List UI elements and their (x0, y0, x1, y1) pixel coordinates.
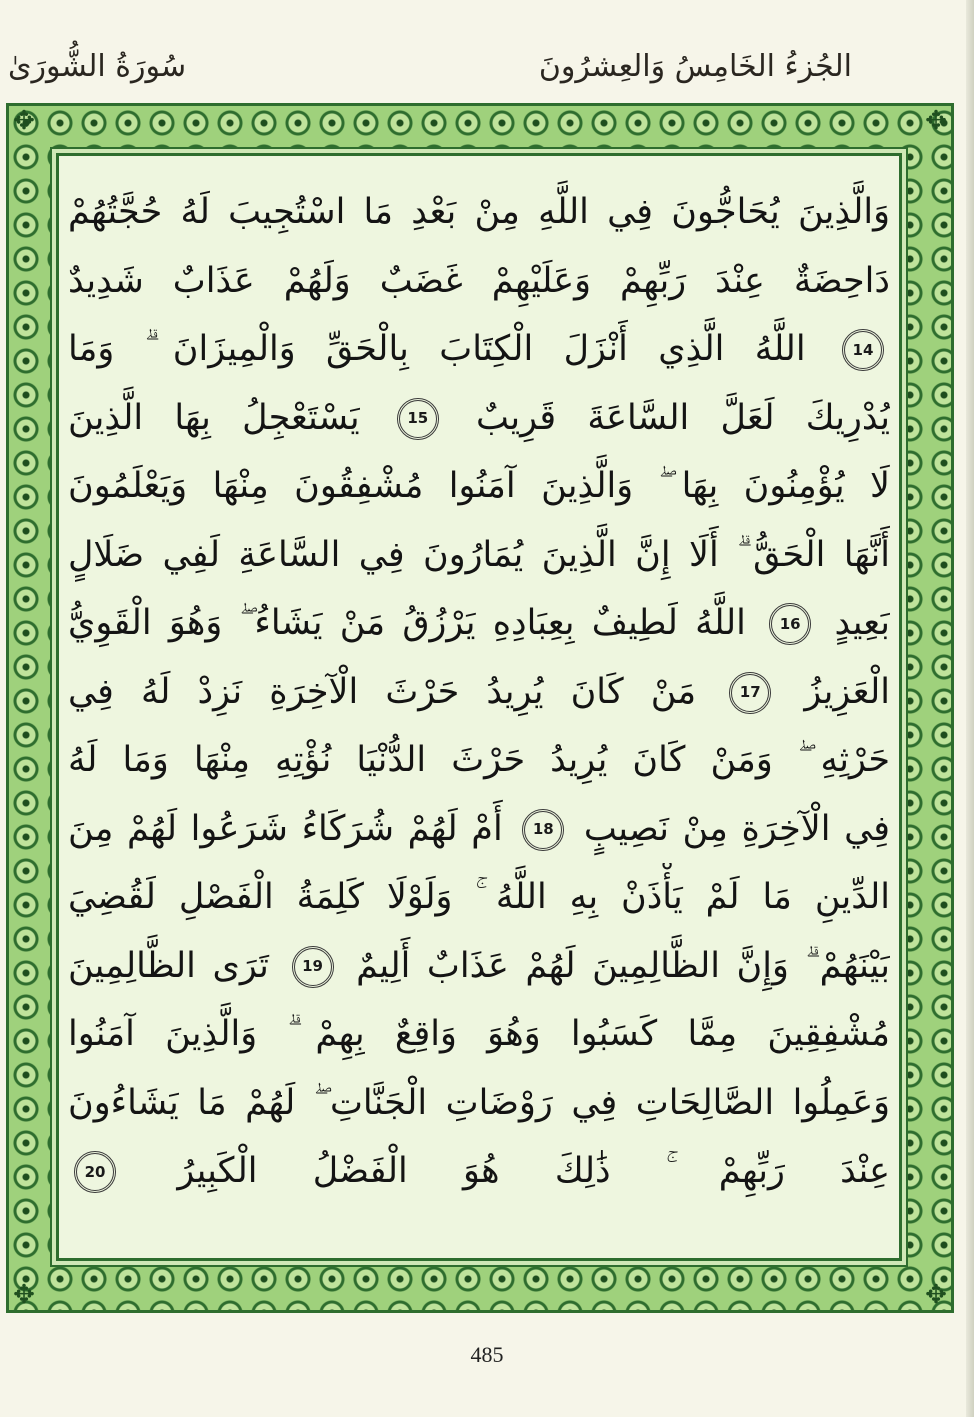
verse-line: لَا يُؤْمِنُونَ بِهَا ۖ وَالَّذِينَ آمَنُوا مُشْفِقُونَ مِنْهَا وَيَعْلَمُونَ (68, 466, 890, 506)
verse-line: مُشْفِقِينَ مِمَّا كَسَبُوا وَهُوَ وَاقِعٌ بِهِمْ ۗ وَالَّذِينَ آمَنُوا (68, 1014, 890, 1054)
verse-line: وَعَمِلُوا الصَّالِحَاتِ فِي رَوْضَاتِ الْجَنَّاتِ ۖ لَهُمْ مَا يَشَاءُونَ (68, 1082, 890, 1123)
corner-ornament-icon: ✥ (13, 106, 35, 136)
verse-line: فِي الْآخِرَةِ مِنْ نَصِيبٍ 18 أَمْ لَهُمْ شُرَكَاءُ شَرَعُوا لَهُمْ مِنَ (68, 808, 890, 849)
verse-line: 14 اللَّهُ الَّذِي أَنْزَلَ الْكِتَابَ بِالْحَقِّ وَالْمِيزَانَ ۗ وَمَا (68, 315, 890, 384)
verse-block (68, 178, 890, 1206)
verse-line: حَرْثِهِ ۖ وَمَنْ كَانَ يُرِيدُ حَرْثَ الدُّنْيَا نُؤْتِهِ مِنْهَا وَمَا لَهُ (68, 740, 890, 780)
page-edge (966, 0, 974, 1417)
ayah-number-marker: 15 (397, 398, 439, 440)
verse-line: الْعَزِيزُ 17 مَنْ كَانَ يُرِيدُ حَرْثَ الْآخِرَةِ نَزِدْ لَهُ فِي (68, 671, 890, 712)
ayah-number-marker: 19 (292, 946, 334, 988)
verse-line: وَالَّذِينَ يُحَاجُّونَ فِي اللَّهِ مِنْ بَعْدِ مَا اسْتُجِيبَ لَهُ حُجَّتُهُمْ (68, 192, 890, 232)
corner-ornament-icon: ✥ (925, 1280, 947, 1310)
verse-line: بَيْنَهُمْ ۗ وَإِنَّ الظَّالِمِينَ لَهُمْ عَذَابٌ أَلِيمٌ 19 تَرَى الظَّالِمِينَ (68, 945, 890, 986)
verse-line: يُدْرِيكَ لَعَلَّ السَّاعَةَ قَرِيبٌ 15 يَسْتَعْجِلُ بِهَا الَّذِينَ (68, 397, 890, 438)
ayah-number-marker: 14 (842, 329, 884, 371)
ayah-number-marker: 16 (769, 603, 811, 645)
juz-name-header: الجُزءُ الخَامِسُ وَالعِشرُونَ (538, 49, 852, 84)
corner-ornament-icon: ✥ (925, 106, 947, 136)
verse-line: دَاحِضَةٌ عِنْدَ رَبِّهِمْ وَعَلَيْهِمْ غَضَبٌ وَلَهُمْ عَذَابٌ شَدِيدٌ (68, 260, 890, 301)
ayah-number-marker: 18 (522, 809, 564, 851)
verse-line: أَنَّهَا الْحَقُّ ۗ أَلَا إِنَّ الَّذِينَ يُمَارُونَ فِي السَّاعَةِ لَفِي ضَلَالٍ (68, 534, 890, 575)
surah-name-header: سُورَةُ الشُّورَىٰ (8, 49, 187, 84)
page-number: 485 (470, 1342, 504, 1367)
verse-line: عِنْدَ رَبِّهِمْ ۚ ذَٰلِكَ هُوَ الْفَضْلُ الْكَبِيرُ 20 (68, 1137, 890, 1206)
verse-line: الدِّينِ مَا لَمْ يَأْذَنْ بِهِ اللَّهُ ۚ وَلَوْلَا كَلِمَةُ الْفَصْلِ لَقُضِيَ (68, 877, 890, 917)
ayah-number-marker: 17 (729, 672, 771, 714)
corner-ornament-icon: ✥ (13, 1280, 35, 1310)
ayah-number-marker: 20 (74, 1151, 116, 1193)
verse-line: بَعِيدٍ 16 اللَّهُ لَطِيفٌ بِعِبَادِهِ يَرْزُقُ مَنْ يَشَاءُ ۖ وَهُوَ الْقَوِيُّ (68, 603, 890, 643)
